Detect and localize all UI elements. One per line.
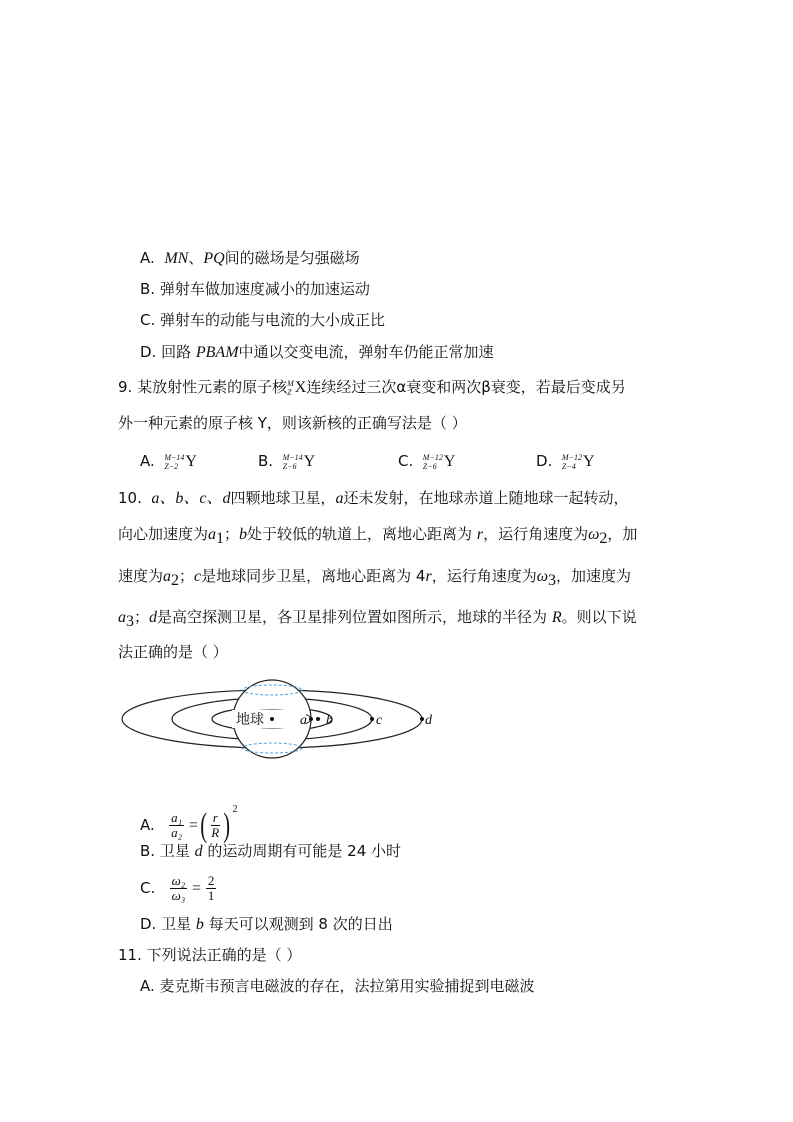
right-paren: ) <box>223 806 231 844</box>
q10-option-b: B. 卫星 d 的运动周期有可能是 24 小时 <box>140 842 402 860</box>
q9-option-c: C. M−12 Z−6 Y <box>398 452 456 471</box>
var-pq: PQ <box>203 250 225 267</box>
satellite-b-label: b <box>326 713 333 728</box>
satellite-c-label: c <box>376 713 383 728</box>
satellite-a-dot <box>309 717 313 721</box>
q9-option-b: B. M−14 Z−6 Y <box>258 452 316 471</box>
q10-stem-line2: 向心加速度为$a_1$；b处于较低的轨道上，离地心距离为 r，运行角速度为$\omega_2$，加 <box>118 525 638 547</box>
satellite-d-label: d <box>425 713 432 728</box>
q10-option-c: C. $\frac{\text{ω₂}}{\text{ω₃}}$ = $\frac{2}{1}$ <box>140 873 215 903</box>
satellite-c-dot <box>370 717 374 721</box>
satellite-d-dot <box>420 717 424 721</box>
q9-option-a: A. M−14 Z−2 Y <box>140 452 197 471</box>
q8-option-c: C. 弹射车的动能与电流的大小成正比 <box>140 311 386 329</box>
q8-option-b: B. 弹射车做加速度减小的加速运动 <box>140 280 370 298</box>
q9-stem-line2: 外一种元素的原子核 Y，则该新核的正确写法是（ ） <box>118 414 467 432</box>
satellite-a-label: a <box>300 713 307 728</box>
q11-stem: 11. 下列说法正确的是（ ） <box>118 946 302 964</box>
isotope-x-notation: M Z <box>287 378 294 397</box>
left-paren: ( <box>200 806 207 844</box>
isotope-notation: M−14 Z−6 <box>282 452 303 471</box>
var-pbam: PBAM <box>195 344 239 361</box>
q10-option-d: D. 卫星 b 每天可以观测到 8 次的日出 <box>140 915 393 933</box>
isotope-notation: M−12 Z−6 <box>422 452 443 471</box>
fraction: $\frac{\text{ω₂}}{\text{ω₃}}$ <box>171 873 186 903</box>
isotope-notation: M−12 Z−4 <box>561 452 582 471</box>
fraction: $\frac{\text{a₁}}{\text{a₂}}$ <box>171 810 183 840</box>
fraction: $\frac{r}{R}$ <box>211 810 220 840</box>
fraction: $\frac{2}{1}$ <box>207 873 215 903</box>
satellite-orbit-diagram <box>118 676 432 764</box>
q9-stem-line1: 9. 某放射性元素的原子核 M Z X连续经过三次α衰变和两次β衰变，若最后变成另 <box>118 378 626 397</box>
q10-stem-line3: 速度为$a_2$；c是地球同步卫星，离地心距离为 4r，运行角速度为$\omega_3$，加速度为 <box>118 567 632 589</box>
q10-stem-line5: 法正确的是（ ） <box>118 643 228 661</box>
isotope-notation: M−14 Z−2 <box>164 452 185 471</box>
q11-option-a: A. 麦克斯韦预言电磁波的存在，法拉第用实验捕捉到电磁波 <box>140 977 535 995</box>
var-mn: MN <box>164 250 189 267</box>
q9-option-d: D. M−12 Z−4 Y <box>536 452 595 471</box>
q10-option-a: A. $\frac{\text{a₁}}{\text{a₂}}$ =( $\frac{r}{R}$ ) $^2$ <box>140 804 238 844</box>
earth-center-dot <box>270 717 274 721</box>
earth-label: 地球 <box>236 712 264 728</box>
q8-option-d: D. 回路 PBAM中通以交变电流，弹射车仍能正常加速 <box>140 343 494 361</box>
satellite-b-dot <box>316 717 320 721</box>
q10-stem-line4: $a_3$；d是高空探测卫星，各卫星排列位置如图所示，地球的半径为 R。则以下说 <box>118 608 637 630</box>
q8-option-a: A. MN、PQ间的磁场是匀强磁场 <box>140 249 360 267</box>
q10-stem-line1: 10. a、b、c、d四颗地球卫星，a还未发射，在地球赤道上随地球一起转动， <box>118 489 629 507</box>
